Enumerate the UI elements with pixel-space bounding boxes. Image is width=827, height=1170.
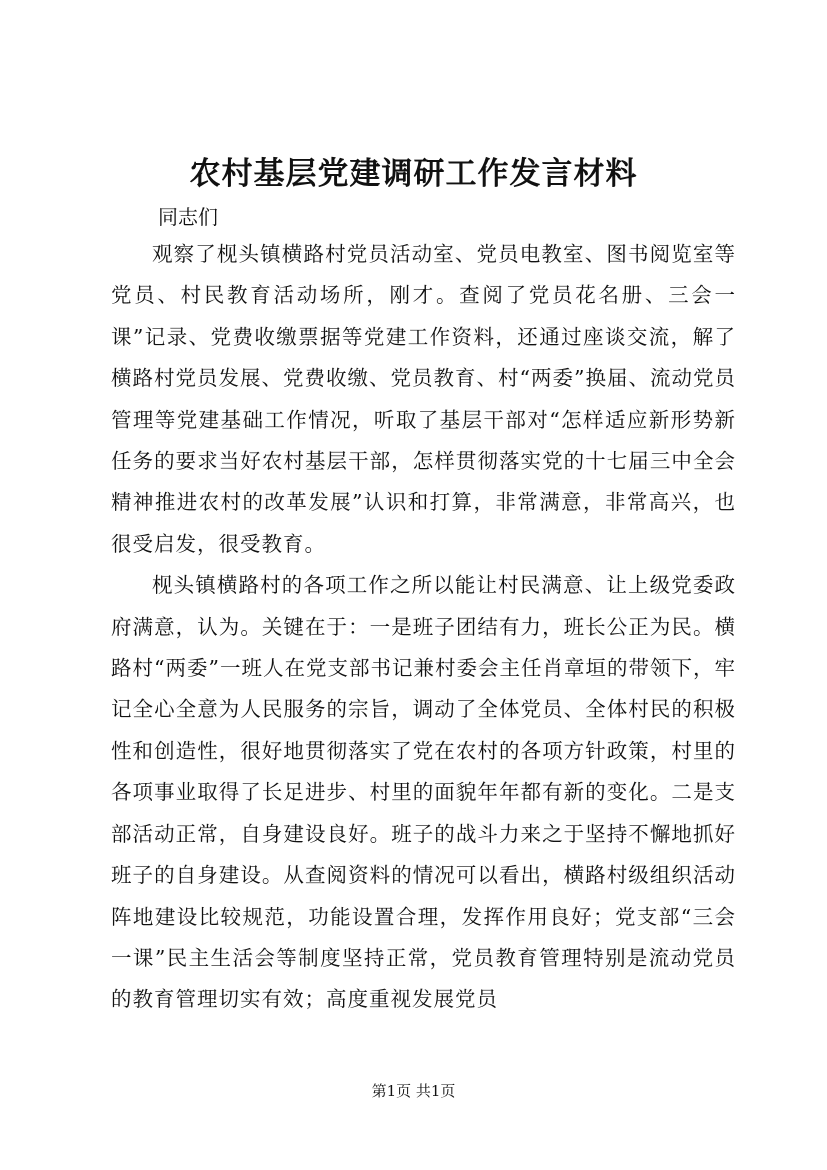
paragraph: 枧头镇横路村的各项工作之所以能让村民满意、让上级党委政府满意，认为。关键在于：一是班子团结有力，班长公正为民。横路村“两委”一班人在党支部书记兼村委会主任肖章垣的带领下，牢记全心全意为人民服务的宗旨，调动了全体党员、全体村民的积极性和创造性，很好地贯彻落实了党在农村的各项方针政策，村里的各项事业取得了长足进步、村里的面貌年年都有新的变化。二是支部活动正常，自身建设良好。班子的战斗力来之于坚持不懈地抓好班子的自身建设。从查阅资料的情况可以看出，横路村级组织活动阵地建设比较规范，功能设置合理，发挥作用良好；党支部“三会一课”民主生活会等制度坚持正常，党员教育管理特别是流动党员的教育管理切实有效；高度重视发展党员 <box>111 573 736 1012</box>
document-body <box>111 234 736 1021</box>
document-title: 农村基层党建调研工作发言材料 <box>189 156 638 192</box>
paragraph: 观察了枧头镇横路村党员活动室、党员电教室、图书阅览室等党员、村民教育活动场所，刚才。查阅了党员花名册、三会一课”记录、党费收缴票据等党建工作资料，还通过座谈交流，解了横路村党员发展、党费收缴、党员教育、村“两委”换届、流动党员管理等党建基础工作情况，听取了基层干部对“怎样适应新形势新任务的要求当好农村基层干部，怎样贯彻落实党的十七届三中全会精神推进农村的改革发展”认识和打算，非常满意，非常高兴，也很受启发，很受教育。 <box>111 242 736 556</box>
page-footer: 第1页 共1页 <box>371 1082 456 1100</box>
greeting: 同志们 <box>158 205 218 229</box>
